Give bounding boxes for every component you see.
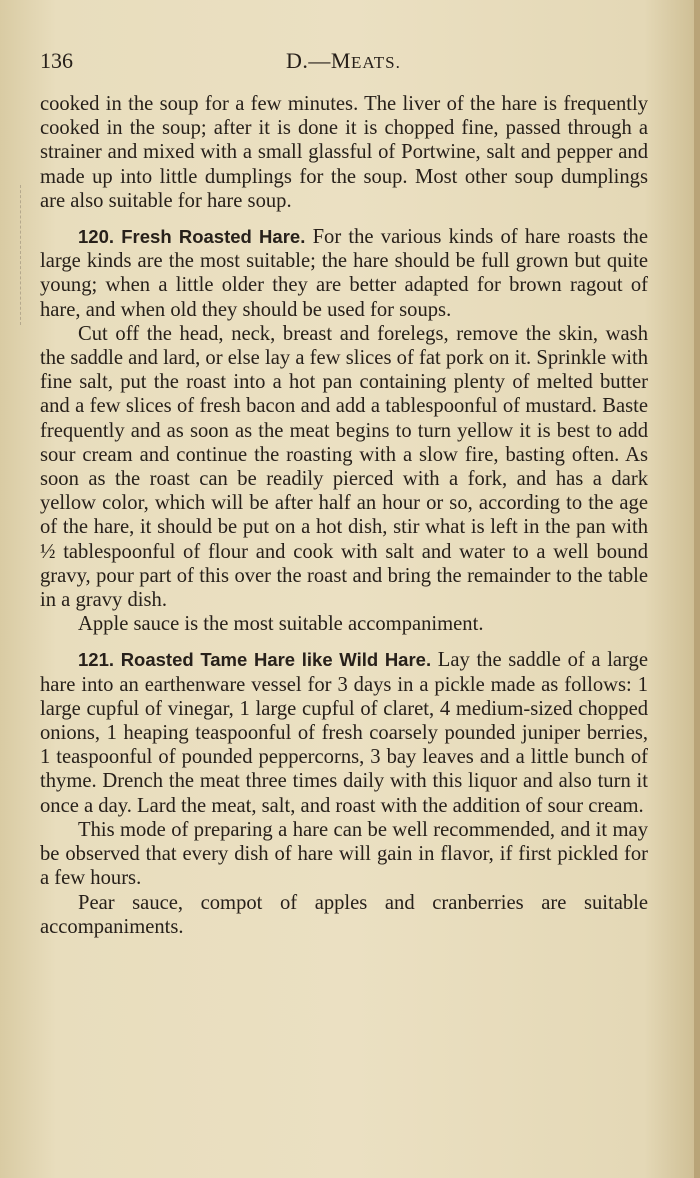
recipe-121 bbox=[40, 648, 648, 817]
page-number: 136 bbox=[40, 48, 73, 73]
recipe-120 bbox=[40, 225, 648, 322]
recipe-paragraph: Pear sauce, compot of apples and cranberries are suitable accompaniments. bbox=[40, 891, 648, 938]
margin-pencil-marks bbox=[20, 185, 23, 325]
recipe-number: 121. bbox=[78, 649, 115, 671]
recipe-paragraph: This mode of preparing a hare can be well recommended, and it may be observed that every dish of hare will gain in flavor, if first pickled for a few hours. bbox=[40, 818, 648, 890]
body-text bbox=[40, 92, 648, 939]
recipe-title: Fresh Roasted Hare. bbox=[121, 226, 306, 248]
running-header bbox=[40, 48, 655, 80]
chapter-letter: D.— bbox=[286, 48, 331, 73]
recipe-paragraph: Apple sauce is the most suitable accompaniment. bbox=[78, 613, 484, 636]
recipe-paragraph: Cut off the head, neck, breast and forelegs, remove the skin, wash the saddle and lard, or else lay a few slices of fat pork on it. Sprinkle with fine salt, put the roast into a hot pan containing plenty of melted butter and a few slices of fresh bacon and add a tablespoonful of mustard. Baste frequently and as soon as the meat begins to turn yellow it is best to add sour cream and continue the roasting with a slow fire, basting often. As soon as the roast can be readily pierced with a fork, and has a dark yellow color, which will be after half an hour or so, according to the age of the hare, it should be put on a hot dish, stir what is left in the pan with ½ tablespoonful of flour and cook with salt and water to a well bound gravy, pour part of this over the roast and bring the remainder to the table in a gravy dish. bbox=[40, 322, 648, 612]
intro-paragraph: cooked in the soup for a few minutes. The liver of the hare is frequently cooked in the soup; after it is done it is chopped fine, passed through a strainer and mixed with a small glassful of Portwine, salt and pepper and made up into little dumplings for the soup. Most other soup dumplings are also suitable for hare soup. bbox=[40, 93, 648, 212]
recipe-lead-text: Lay the saddle of a large hare into an earthenware vessel for 3 days in a pickle made as follows: 1 large cupful of vinegar, 1 large cupful of claret, 4 medium-sized chopped onions, 1 heaping teaspoonful of fresh coarsely pounded juniper berries, 1 teaspoonful of pounded peppercorns, 3 bay leaves and a little bunch of thyme. Drench the meat three times daily with this liquor and also turn it once a day. Lard the meat, salt, and roast with the addition of sour cream. bbox=[40, 649, 648, 817]
chapter-title-cap: M bbox=[330, 48, 351, 73]
recipe-number: 120. bbox=[78, 226, 115, 248]
recipe-lead-text: For the various kinds of hare roasts the large kinds are the most suitable; the hare should be full grown but quite young; when a little older they are better adapted for brown ragout of hare, and when old they should be used for soups. bbox=[40, 226, 648, 321]
chapter-title bbox=[286, 48, 401, 74]
chapter-title-rest: EATS. bbox=[350, 53, 401, 72]
recipe-title: Roasted Tame Hare like Wild Hare. bbox=[120, 649, 432, 671]
page-edge bbox=[694, 0, 700, 1178]
